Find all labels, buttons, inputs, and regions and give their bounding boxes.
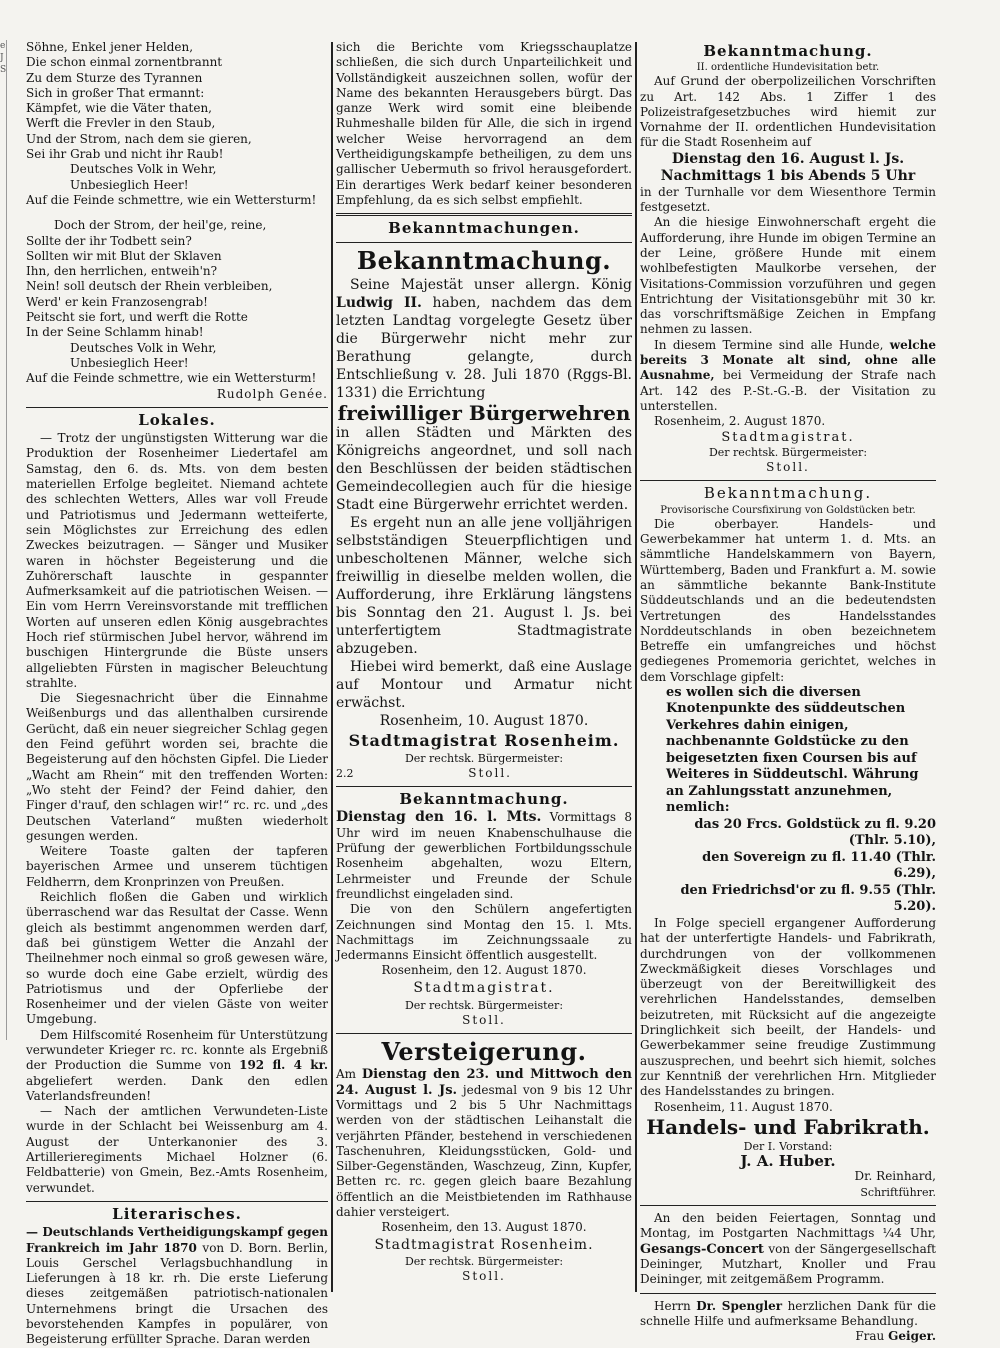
lokales-paragraph-1: — Trotz der ungünstigsten Witterung war die Produktion der Rosenheimer Liedertafel am Samstag, den 6. ds. Mts. von dem besten materiellen Erfolge begleitet. Niemand achtete des schlechten Wetters, Alles war voll Freude und Patriotismus und Jedermann wetteiferte, sein Möglichstes zur Erreichung des edlen Zweckes beizutragen. — Sänger und Musiker waren in höchster Begeisterung und die Zuhörerschaft lauschte in gespannter Aufmerksamkeit auf die patriotischen Weisen. — Ein vom Herrn Vereinsvorstande mit trefflichen Worten auf unseren edlen König ausgebrachtes Hoch rief stürmischen Jubel hervor, während im buschigen Hintergrunde die Büste unsers allgeliebten Fürsten in magischer Beleuchtung strahlte. (26, 431, 328, 690)
poem-line: Unbesieglich Heer! (70, 177, 189, 192)
announcement-1-headline: freiwilliger Bürgerwehren (337, 400, 631, 425)
announcement-1-paragraph-2: Es ergeht nun an alle jene volljährigen selbstständigen Steuerpflichtigen und unbescholtenen Männer, welche sich freiwillig in dieselbe melden wollen, die Aufforderung, ihre Erklärung längstens bis Sonntag den 21. August l. Js. bei unterfertigtem Stadtmagistrate abzugeben. (336, 514, 632, 657)
a3-text: jedesmal von 9 bis 12 Uhr Vormittags und 2 bis 5 Uhr Nachmittags werden von der städtischen Leihanstalt die verjährten Pfänder, bestehend in verschiedenen Taschenuhren, Kleidungsstücken, Gold- und Silber-Gegenständen, Waschzeug, Zinn, Kupfer, Betten rc. rc. gegen gleich baare Bezahlung öffentlich an die Meistbietenden im Rathhause dahier versteigert. (336, 1082, 632, 1219)
edge-mark: e (0, 41, 6, 51)
poem-line: Sollten wir mit Blut der Sklaven (26, 248, 222, 263)
b1-bold: welche bereits 3 Monate alt sind, ohne alle Ausnahme, (640, 337, 936, 383)
concert-text-b: von der Sängergesellschaft Deininger, Mutzhart, Knoller und Frau Deininger, mit zeitgemäßem Programm. (640, 1241, 936, 1287)
thanks-text-b: herzlichen Dank für die schnelle Hilfe und aufmerksame Behandlung. (640, 1298, 936, 1328)
thanks-signature (640, 1329, 936, 1344)
notice-1-name: Stoll. (766, 460, 810, 475)
poem-line: Sei ihr Grab und nicht ihr Raub! (26, 147, 224, 162)
left-page-edge (0, 40, 7, 1040)
announcement-2-paragraph-1 (336, 810, 632, 902)
notice-2-rates (640, 817, 936, 916)
book-title: — Deutschlands Vertheidigungskampf gegen Frankreich im Jahr 1870 (26, 1225, 328, 1255)
poem-line: Sich in großer That ermannt: (26, 85, 205, 100)
poem-line: Sollte der ihr Todbett sein? (26, 233, 192, 248)
edge-mark: J (0, 53, 4, 63)
divider (640, 1293, 936, 1294)
announcement-3-role: Der rechtsk. Bürgermeister: (404, 1254, 564, 1268)
concert-title: Gesangs-Concert (640, 1241, 764, 1257)
poem-line: Unbesieglich Heer! (70, 355, 189, 370)
divider (640, 480, 936, 481)
poem-line: Söhne, Enkel jener Helden, (26, 40, 194, 54)
poem-line: Zu dem Sturze des Tyrannen (26, 70, 203, 85)
edge-mark: S (0, 65, 7, 75)
poem (26, 40, 328, 387)
poem-line: Ihn, den herrlichen, entweih'n? (26, 264, 218, 279)
announcement-2-title: Bekanntmachung. (399, 790, 569, 809)
announcement-1-signature: Stadtmagistrat Rosenheim. (348, 730, 620, 750)
a1-king: Ludwig II. (336, 294, 422, 311)
announcement-1-role: Der rechtsk. Bürgermeister: (404, 751, 564, 765)
divider (26, 1201, 328, 1202)
a3-text-a: Am (336, 1067, 357, 1082)
announcement-2-paragraph-2: Die von den Schülern angefertigten Zeichnungen sind Montag den 15. l. Mts. Nachmittags im Zeichnungssaale zu Jedermanns Einsicht öffentlich ausgestellt. (336, 902, 632, 963)
notice-2-role: Der I. Vorstand: (743, 1139, 833, 1153)
announcement-1-title: Bekanntmachung. (356, 245, 612, 275)
notice-1-paragraph-1-cont: in der Turnhalle vor dem Wiesenthore Termin festgesetzt. (640, 184, 936, 215)
notice-2-secretary-role: Schriftführer. (860, 1185, 936, 1199)
concert-text-a: An den beiden Feiertagen, Sonntag und Montag, im Postgarten Nachmittags ¼4 Uhr, (640, 1211, 936, 1241)
column-divider-1 (331, 42, 333, 1292)
notice-1-paragraph-1: Auf Grund der oberpolizeilichen Vorschriften zu Art. 142 Abs. 1 Ziffer 1 des Polizeistrafgesetzbuches wird hiemit zur Vornahme der II. ordentlichen Hundevisitation für die Stadt Rosenheim auf (640, 74, 936, 150)
column-divider-2 (635, 42, 637, 1292)
announcement-3-date: Rosenheim, den 13. August 1870. (381, 1220, 587, 1235)
lokales-paragraph-6: — Nach der amtlichen Verwundeten-Liste wurde in der Schlacht bei Weissenburg am 4. August der Unterkanonier des 3. Artillerieregiments Michael Holzner (6. Feldbatterie) von Gmein, Bez.-Amts Rosenheim, verwundet. (26, 1104, 328, 1195)
announcement-1-paragraph-1-cont: in allen Städten und Märkten des Königreichs angeordnet, und soll nach den Beschlüssen der beiden städtischen Gemeindecollegien auch für die hiesige Stadt eine Bürgerwehr errichtet werden. (336, 424, 632, 513)
announcement-1-paragraph-1 (336, 276, 632, 402)
poem-line: Nein! soll deutsch der Rhein verbleiben, (26, 279, 273, 294)
announcement-1-signer-row (336, 766, 632, 781)
column-2 (336, 40, 632, 1290)
lokales-heading: Lokales. (138, 410, 216, 429)
poem-line: Deutsches Volk in Wehr, (70, 340, 217, 355)
poem-line: Deutsches Volk in Wehr, (70, 162, 217, 177)
column-3 (640, 40, 936, 1344)
b1-text-a: In diesem Termine sind alle Hunde, (654, 337, 884, 352)
announcement-2-name: Stoll. (462, 1013, 506, 1028)
poem-line: Die schon einmal zornentbrannt (26, 55, 223, 70)
lokales-paragraph-2: Die Siegesnachricht über die Einnahme Weißenburgs und das allenthalben cursirende Gerücht, daß ein neuer siegreicher Schlag gegen den Feind geführt worden sei, brachte die Begeisterung auf den höchsten Gipfel. Die Lieder „Wacht am Rhein“ mit den treffenden Worten: „Wo steht der Feind? der Feind dahier, den Finger d'rauf, den schlagen wir!“ rc. rc. und „des Deutschen Vaterland“ mußten wiederholt gesungen werden. (26, 691, 328, 843)
announcement-1-paragraph-3: Hiebei wird bemerkt, daß eine Auslage auf Montour und Armatur nicht erwächst. (336, 658, 632, 711)
poem-line: Doch der Strom, der heil'ge, reine, (54, 218, 267, 233)
notice-2-title: Bekanntmachung. (703, 484, 873, 503)
notice-1-date: Rosenheim, 2. August 1870. (654, 414, 826, 429)
thanks-doctor: Dr. Spengler (696, 1298, 783, 1313)
poem-line: In der Seine Schlamm hinab! (26, 325, 204, 340)
divider (336, 1033, 632, 1034)
poem-line: Auf die Feinde schmettre, wie ein Wettersturm! (26, 192, 317, 207)
announcement-2-role: Der rechtsk. Bürgermeister: (404, 998, 564, 1012)
literarisches-heading: Literarisches. (112, 1204, 242, 1223)
divider (336, 242, 632, 243)
literarisches-paragraph (26, 1225, 328, 1347)
notice-1-paragraph-3 (640, 338, 936, 414)
notice-2-date: Rosenheim, 11. August 1870. (654, 1099, 833, 1114)
notice-1-role: Der rechtsk. Bürgermeister: (708, 445, 868, 459)
announcement-2-signature: Stadtmagistrat. (413, 979, 555, 996)
poem-line: Auf die Feinde schmettre, wie ein Wettersturm! (26, 371, 317, 386)
announcement-3-name: Stoll. (462, 1268, 506, 1283)
notice-2-paragraph-2: In Folge speciell ergangener Aufforderung hat der unterfertigte Handels- und Fabrikrath, durchdrungen von der vollkommenen Zweckmäßigkeit dieses Vorschlages und überzeugt von der Bereitwilligkeit des verehrlichen Handelsstandes, demselben beizutreten, mit Rücksicht auf die angezeigte Dringlichkeit sich beeilt, der Handels- und Gewerbekammer seine freudige Zustimmung auszusprechen, und beehrt sich hiemit, solches zur Kenntniß der verehrlichen Hrn. Mitglieder des Handelsstandes zu bringen. (640, 915, 936, 1099)
divider (336, 213, 632, 216)
stanza-break (26, 208, 328, 218)
notice-1-paragraph-2: An die hiesige Einwohnerschaft ergeht die Aufforderung, ihre Hunde im obigen Termine an der Leine, größere Hunde mit einem wohlbefestigten Maulkorbe versehen, der Visitations-Commission vorzuführen und gegen Entrichtung der Visitationsgebühr mit 30 kr. das vorschriftsmäßige Zeichen in Empfang nehmen zu lassen. (640, 215, 936, 337)
thanks-notice (640, 1299, 936, 1330)
a1-text-b: haben, nachdem das dem letzten Landtag vorgelegte Gesetz über die Bürgerwehr nicht mehr zur Berathung gelangte, durch Entschließung v. 28. Juli 1870 (Rggs-Bl. 1331) die Errichtung (336, 294, 633, 401)
notice-1-subtitle: II. ordentliche Hundevisitation betr. (696, 62, 880, 74)
a2-date: Dienstag den 16. l. Mts. (336, 809, 542, 826)
announcement-3-paragraph (336, 1067, 632, 1220)
thanks-name: Geiger. (888, 1329, 936, 1344)
announcement-2-date: Rosenheim, den 12. August 1870. (381, 963, 587, 978)
notice-2-secretary: Dr. Reinhard, (854, 1169, 936, 1184)
notice-2-subtitle: Provisorische Coursfixirung von Goldstücken betr. (660, 504, 916, 516)
notice-1-title: Bekanntmachung. (703, 42, 873, 60)
poem-author: Rudolph Genée. (216, 386, 328, 401)
lokales-paragraph-4: Reichlich floßen die Gaben und wirklich überraschend war das Resultat der Casse. Wenn gleich als bestimmt angenommen werden darf, daß bei günstigem Wetter die Anzahl der Theilnehmer noch einmal so groß gewesen wäre, so wurde doch eine Gabe erzielt, würdig des Patriotismus und der Opferliebe der Rosenheimer und der vielen Gäste von weiter Umgebung. (26, 890, 328, 1027)
lokales-paragraph-3: Weitere Toaste galten der tapferen bayerischen Armee und unserem tüchtigen Feldherrn, dem Kronprinzen von Preußen. (26, 844, 328, 889)
divider (640, 1205, 936, 1206)
lokales-p5-text-b: abgeliefert werden. Dank den edlen Vaterlandsfreunden! (26, 1073, 328, 1103)
notice-1-date-time: Dienstag den 16. August l. Js. Nachmittags 1 bis Abends 5 Uhr (660, 150, 916, 184)
announcement-1-name: Stoll. (468, 765, 512, 780)
poem-line: Und der Strom, nach dem sie gieren, (26, 131, 252, 146)
thanks-sign: Frau (855, 1329, 885, 1344)
donation-sum: 192 fl. 4 kr. (239, 1058, 328, 1073)
divider (336, 786, 632, 787)
notice-2-name: J. A. Huber. (740, 1152, 836, 1171)
column-1 (26, 40, 328, 1347)
ad-number: 2.2 (336, 766, 354, 780)
a2-text: Vormittags 8 Uhr wird im neuen Knabenschulhause die Prüfung der gewerblichen Fortbildungsschule Rosenheim abgehalten, wozu Eltern, Lehrmeister und Freunde der Schule freundlichst eingeladen sind. (336, 810, 632, 901)
bekanntmachungen-heading: Bekanntmachungen. (388, 219, 580, 238)
notice-2-paragraph-1: Die oberbayer. Handels- und Gewerbekammer hat unterm 1. d. Mts. an sämmtliche Handelskammern von Bayern, Württemberg, Baden und Frankfurt a. M. sowie an sämmtliche bekannte Bank-Institute Süddeutschlands und an die bedeutendsten Vertretungen des Handelsstandes Norddeutschlands in oben bezeichnetem Betreffe ein umfangreiches und höchst gediegenes Promemoria gerichtet, welches in dem Vorschlage gipfelt: (640, 516, 936, 684)
poem-line: Peitscht sie fort, und werft die Rotte (26, 310, 248, 325)
lokales-paragraph-5 (26, 1028, 328, 1104)
announcement-3-signature: Stadtmagistrat Rosenheim. (374, 1236, 594, 1253)
notice-1-signature: Stadtmagistrat. (721, 429, 855, 445)
book-description: von D. Born. Berlin, Louis Gerschel Verlagsbuchhandlung in Lieferungen à 18 kr. rh. Die erste Lieferung dieses zeitgemäßen patriotisch-nationalen Unternehmens bringt die Ursachen des bevorstehenden Kampfes in populärer, von Begeisterung erfüllter Sprache. Daran werden (26, 1240, 328, 1347)
poem-line: Werd' er kein Franzosengrab! (26, 294, 208, 309)
notice-2-proposal: es wollen sich die diversen Knotenpunkte des süddeutschen Verkehres dahin einigen, nachbenannte Goldstücke zu den beigesetzten fixen Coursen bis auf Weiteres in Süddeutschl. Währung an Zahlungsstatt anzunehmen, nemlich: (666, 684, 919, 816)
a1-text-a: Seine Majestät unser allergn. König (350, 276, 632, 293)
announcement-3-title: Versteigerung. (381, 1037, 587, 1067)
rate-20-francs: das 20 Frcs. Goldstück zu fl. 9.20 (Thlr. 5.10), (694, 816, 936, 849)
b1-text-b: bei Vermeidung der Strafe nach Art. 142 des P.-St.-G.-B. der Visitation zu unterstellen. (640, 368, 936, 413)
rate-friedrichsdor: den Friedrichsd'or zu fl. 9.55 (Thlr. 5.20). (680, 882, 936, 915)
a3-dates: Dienstag den 23. und Mittwoch den 24. August l. Js. (336, 1067, 632, 1098)
lokales-p5-text-a: Dem Hilfscomité Rosenheim für Unterstützung verwundeter Krieger rc. rc. konnte als Ergebniß der Production die Summe von (26, 1027, 328, 1073)
concert-notice (640, 1211, 936, 1287)
poem-line: Kämpfet, wie die Väter thaten, (26, 101, 212, 116)
divider (26, 407, 328, 408)
literarisches-continuation: sich die Berichte vom Kriegsschauplatze schließen, die sich durch Unparteilichkeit und Vollständigkeit auszeichnen sollen, wofür der Name des bekannten Herausgebers bürgt. Das ganze Werk wird somit eine bleibende Ruhmeshalle bilden für Alle, die sich in irgend welcher Weise hervorragend an dem Vertheidigungskampfe betheiligen, zu dem uns gallischer Uebermuth so frivol herausgefordert. Ein derartiges Werk bedarf keiner besonderen Empfehlung, da es sich selbst empfiehlt. (336, 40, 632, 207)
notice-2-signature: Handels- und Fabrikrath. (646, 1114, 930, 1139)
poem-line: Werft die Frevler in den Staub, (26, 116, 216, 131)
rate-sovereign: den Sovereign zu fl. 11.40 (Thlr. 6.29), (702, 849, 936, 882)
thanks-text-a: Herrn (654, 1298, 691, 1313)
announcement-1-date: Rosenheim, 10. August 1870. (379, 712, 589, 729)
